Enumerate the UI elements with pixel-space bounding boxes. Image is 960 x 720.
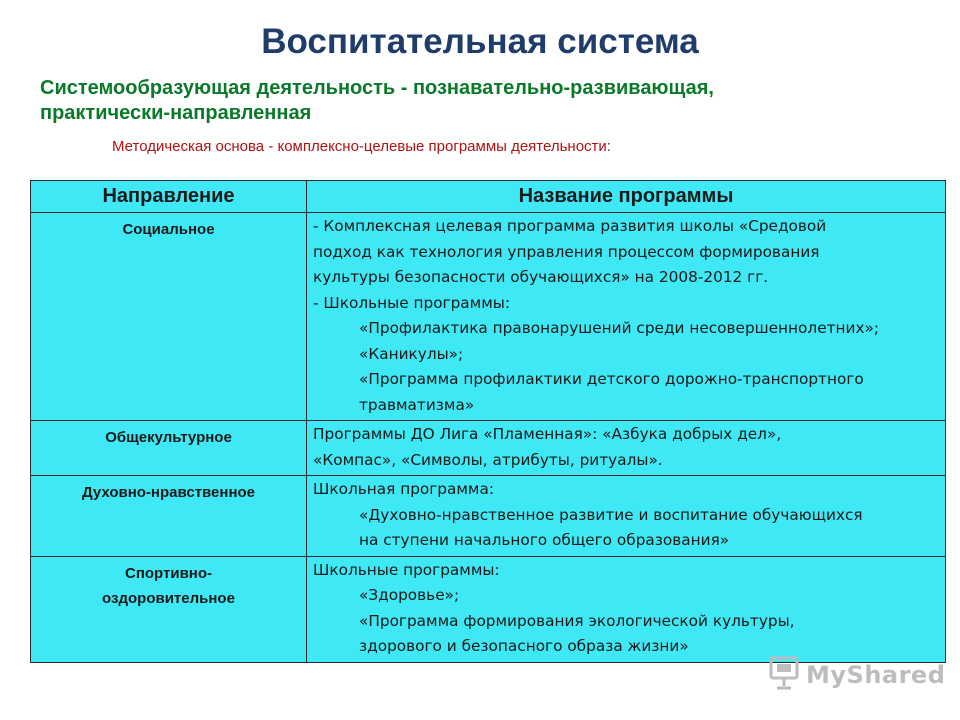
direction-cell <box>31 421 307 476</box>
table-row <box>31 476 946 557</box>
table-row <box>31 556 946 662</box>
program-line: «Каникулы»; <box>359 344 464 363</box>
programs-cell <box>307 476 946 557</box>
presentation-board-icon <box>768 656 800 695</box>
program-line: подход как технология управления процессом формирования <box>313 242 820 261</box>
programs-cell <box>307 556 946 662</box>
header-direction: Направление <box>31 181 307 213</box>
direction-cell <box>31 213 307 421</box>
direction-cell <box>31 556 307 662</box>
program-line: Школьные программы: <box>313 560 500 579</box>
program-line: «Духовно-нравственное развитие и воспитание обучающихся <box>359 505 863 524</box>
methodical-basis-text: Методическая основа - комплексно-целевые программы деятельности <box>112 138 607 155</box>
subtitle <box>40 76 940 126</box>
program-line: «Здоровье»; <box>359 586 460 604</box>
program-line: «Программа профилактики детского дорожно-транспортного <box>359 370 864 388</box>
direction-label: Общекультурное <box>105 429 232 446</box>
program-line: - Комплексная целевая программа развития школы «Средовой <box>313 217 827 235</box>
program-line: культуры безопасности обучающихся» на 2008-2012 гг. <box>313 268 769 286</box>
program-line: здорового и безопасного образа жизни» <box>359 637 689 655</box>
program-line: «Компас», «Символы, атрибуты, ритуалы». <box>313 450 663 469</box>
direction-label: Социальное <box>122 221 215 238</box>
methodical-basis <box>112 138 611 155</box>
header-program-name: Название программы <box>307 181 946 213</box>
watermark-text: MyShared <box>806 661 946 689</box>
programs-cell <box>307 213 946 421</box>
program-line: «Профилактика правонарушений среди несовершеннолетних»; <box>359 319 880 337</box>
program-line: - Школьные программы: <box>313 293 510 312</box>
table-header-row <box>31 181 946 213</box>
program-line: Школьная программа: <box>313 480 494 498</box>
programs-cell <box>307 421 946 476</box>
program-line: Программы ДО Лига «Пламенная»: «Азбука добрых дел», <box>313 425 782 443</box>
programs-table <box>30 180 946 663</box>
subtitle-line-1: Системообразующая деятельность - познавательно-развивающая, <box>40 77 714 99</box>
subtitle-line-2: практически-направленная <box>40 102 312 124</box>
direction-label: оздоровительное <box>102 589 235 607</box>
table-row <box>31 213 946 421</box>
program-line: «Программа формирования экологической культуры, <box>359 611 795 630</box>
direction-label: Духовно-нравственное <box>81 484 256 501</box>
slide-title: Воспитательная система <box>261 22 699 61</box>
myshared-watermark <box>768 657 945 693</box>
program-line: на ступени начального общего образования» <box>359 531 730 549</box>
program-line: травматизма» <box>359 395 475 414</box>
table-row <box>31 421 946 476</box>
direction-cell <box>31 476 307 557</box>
direction-label: Спортивно- <box>124 564 213 582</box>
methodical-basis-colon: : <box>606 138 611 155</box>
